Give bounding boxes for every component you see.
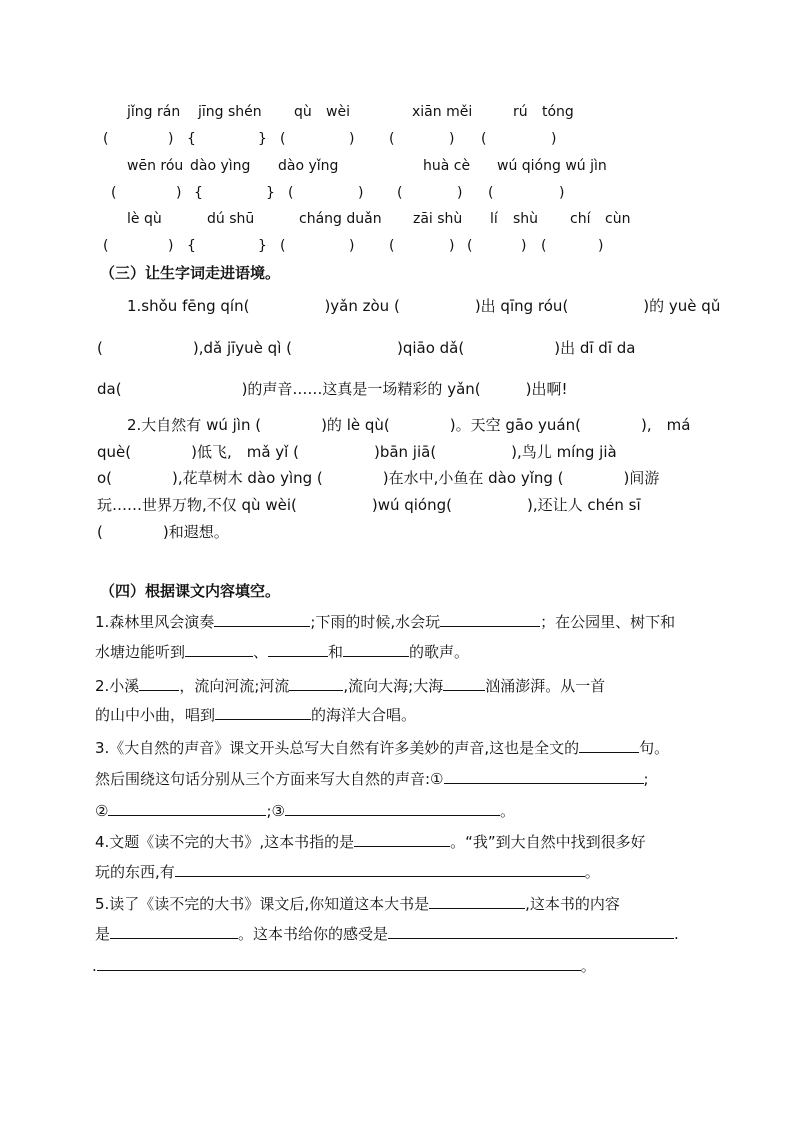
- q3-blank-3[interactable]: [108, 801, 266, 816]
- pinyin-word: jǐng rán: [127, 104, 181, 120]
- pinyin-word: shù: [513, 211, 539, 227]
- pinyin-word: qù: [294, 104, 312, 120]
- answer-bracket: (: [280, 238, 286, 254]
- pinyin-word: wēn róu: [127, 158, 184, 174]
- answer-bracket: (: [288, 185, 294, 201]
- answer-bracket: (: [111, 185, 117, 201]
- s3-p2-line1: 2.大自然有 wú jìn ( )的 lè qù( )。天空 gāo yuán( ), má: [127, 416, 691, 434]
- s3-p1-line3: da( )的声音……这真是一场精彩的 yǎn( )出啊!: [97, 380, 568, 398]
- answer-bracket: (: [389, 238, 395, 254]
- q1-line2: [95, 641, 469, 662]
- q5-blank-2[interactable]: [110, 924, 238, 939]
- pinyin-word: huà cè: [423, 158, 471, 174]
- q4-text-b: 。“我”到大自然中找到很多好: [450, 833, 646, 851]
- q3-line2: [95, 768, 649, 789]
- q2-text-c: ,流向大海;大海: [343, 677, 444, 695]
- answer-bracket: ): [168, 131, 174, 147]
- q5-line3: [92, 955, 596, 976]
- q5-text-g: 。: [580, 957, 596, 975]
- q1-text-d: 水塘边能听到: [95, 643, 186, 661]
- pinyin-word: rú: [513, 104, 528, 120]
- q5-text-e: .: [674, 925, 679, 943]
- pinyin-word: tóng: [542, 104, 574, 120]
- q2-line1: [95, 675, 605, 696]
- q5-line1: [95, 893, 620, 914]
- section-4-heading: （四）根据课文内容填空。: [100, 582, 281, 600]
- answer-bracket: ): [598, 238, 604, 254]
- answer-bracket: (: [541, 238, 547, 254]
- q3-blank-1[interactable]: [579, 738, 639, 753]
- pinyin-word: wèi: [326, 104, 350, 120]
- answer-bracket: {: [194, 185, 203, 201]
- q1-blank-4[interactable]: [268, 642, 328, 657]
- q2-text-a: 2.小溪: [95, 677, 140, 695]
- answer-bracket: (: [103, 238, 109, 254]
- answer-bracket: (: [280, 131, 286, 147]
- q4-text-c: 玩的东西,有: [95, 863, 175, 881]
- answer-bracket: }: [258, 238, 267, 254]
- s3-p2-line5: ( )和遐想。: [97, 523, 229, 541]
- s3-p2-line4: 玩……世界万物,不仅 qù wèi( )wú qióng( ),还让人 chén sī: [97, 496, 641, 514]
- q4-blank-2[interactable]: [175, 862, 585, 877]
- q2-blank-3[interactable]: [443, 676, 485, 691]
- answer-bracket: (: [103, 131, 109, 147]
- q4-blank-1[interactable]: [354, 832, 450, 847]
- q3-text-d: ;: [643, 770, 649, 788]
- pinyin-word: xiān měi: [412, 104, 473, 120]
- q2-blank-1[interactable]: [139, 676, 179, 691]
- answer-bracket: ): [349, 131, 355, 147]
- s3-p2-line3: o( ),花草树木 dào yìng ( )在水中,小鱼在 dào yǐng ( )间游: [97, 469, 660, 487]
- q5-blank-4[interactable]: [97, 956, 581, 971]
- pinyin-word: dú shū: [207, 211, 255, 227]
- q4-line1: [95, 831, 646, 852]
- answer-bracket: (: [397, 185, 403, 201]
- answer-bracket: {: [187, 238, 196, 254]
- pinyin-word: chí: [570, 211, 591, 227]
- q2-line2: [95, 704, 416, 725]
- q4-text-a: 4.文题《读不完的大书》,这本书指的是: [95, 833, 355, 851]
- q3-text-f: ;③: [266, 802, 285, 820]
- q5-blank-3[interactable]: [388, 924, 674, 939]
- q1-text-a: 1.森林里风会演奏: [95, 613, 215, 631]
- s3-p2-line2: què( )低飞, mǎ yǐ ( )bān jiā( ),鸟儿 míng jià: [97, 443, 617, 461]
- answer-bracket: {: [187, 131, 196, 147]
- q2-text-d: 汹涌澎湃。从一首: [485, 677, 606, 695]
- pinyin-word: cùn: [605, 211, 631, 227]
- q2-blank-2[interactable]: [289, 676, 343, 691]
- answer-bracket: ): [176, 185, 182, 201]
- q5-text-b: ,这本书的内容: [525, 895, 620, 913]
- q5-text-d: 。这本书给你的感受是: [238, 925, 389, 943]
- section-3-heading: （三）让生字词走进语境。: [100, 264, 281, 282]
- q2-text-e: 的山中小曲，唱到: [95, 706, 216, 724]
- pinyin-word: zāi shù: [413, 211, 463, 227]
- answer-bracket: ): [457, 185, 463, 201]
- q4-text-d: 。: [584, 863, 600, 881]
- answer-bracket: ): [449, 238, 455, 254]
- answer-bracket: ): [559, 185, 565, 201]
- q5-text-c: 是: [95, 925, 111, 943]
- q1-text-f: 和: [328, 643, 344, 661]
- q5-text-a: 5.读了《读不完的大书》课文后,你知道这本大书是: [95, 895, 430, 913]
- q1-blank-3[interactable]: [185, 642, 253, 657]
- answer-bracket: ): [449, 131, 455, 147]
- q1-blank-2[interactable]: [440, 612, 540, 627]
- q3-blank-2[interactable]: [444, 769, 644, 784]
- q1-blank-5[interactable]: [343, 642, 409, 657]
- answer-bracket: ): [349, 238, 355, 254]
- answer-bracket: ): [551, 131, 557, 147]
- answer-bracket: (: [467, 238, 473, 254]
- pinyin-word: jīng shén: [198, 104, 262, 120]
- q1-text-c: ；在公园里、树下和: [540, 613, 676, 631]
- s3-p1-line2: ( ),dǎ jīyuè qì ( )qiāo dǎ( )出 dī dī da: [97, 339, 636, 357]
- q5-blank-1[interactable]: [429, 894, 525, 909]
- q1-text-g: 的歌声。: [409, 643, 470, 661]
- q1-line1: [95, 611, 675, 632]
- answer-bracket: (: [389, 131, 395, 147]
- q3-line3: [95, 800, 515, 821]
- q3-text-b: 句。: [639, 739, 670, 757]
- q2-text-f: 的海洋大合唱。: [311, 706, 417, 724]
- answer-bracket: }: [266, 185, 275, 201]
- pinyin-word: dào yìng: [190, 158, 251, 174]
- q3-text-a: 3.《大自然的声音》课文开头总写大自然有许多美妙的声音,这也是全文的: [95, 739, 580, 757]
- pinyin-word: lè qù: [127, 211, 162, 227]
- q1-text-b: ;下雨的时候,水会玩: [310, 613, 441, 631]
- pinyin-word: wú qióng wú jìn: [497, 158, 607, 174]
- q3-line1: [95, 737, 669, 758]
- answer-bracket: ): [168, 238, 174, 254]
- answer-bracket: (: [488, 185, 494, 201]
- q2-text-b: ，流向河流;河流: [179, 677, 290, 695]
- pinyin-word: cháng duǎn: [299, 211, 382, 227]
- answer-bracket: }: [258, 131, 267, 147]
- q5-line2: [95, 923, 679, 944]
- s3-p1-line1: 1.shǒu fēng qín( )yǎn zòu ( )出 qīng róu( )的 yuè qǔ: [127, 297, 721, 315]
- q1-blank-1[interactable]: [214, 612, 310, 627]
- q3-blank-4[interactable]: [285, 801, 500, 816]
- answer-bracket: (: [481, 131, 487, 147]
- answer-bracket: ): [521, 238, 527, 254]
- q3-text-c: 然后围绕这句话分别从三个方面来写大自然的声音:①: [95, 770, 444, 788]
- pinyin-word: lí: [490, 211, 498, 227]
- q5-text-f: .: [92, 957, 97, 975]
- q2-blank-4[interactable]: [215, 705, 311, 720]
- q3-text-g: 。: [499, 802, 515, 820]
- answer-bracket: ): [358, 185, 364, 201]
- q1-text-e: 、: [253, 643, 269, 661]
- q4-line2: [95, 861, 600, 882]
- q3-text-e: ②: [95, 802, 109, 820]
- pinyin-word: dào yǐng: [278, 158, 339, 174]
